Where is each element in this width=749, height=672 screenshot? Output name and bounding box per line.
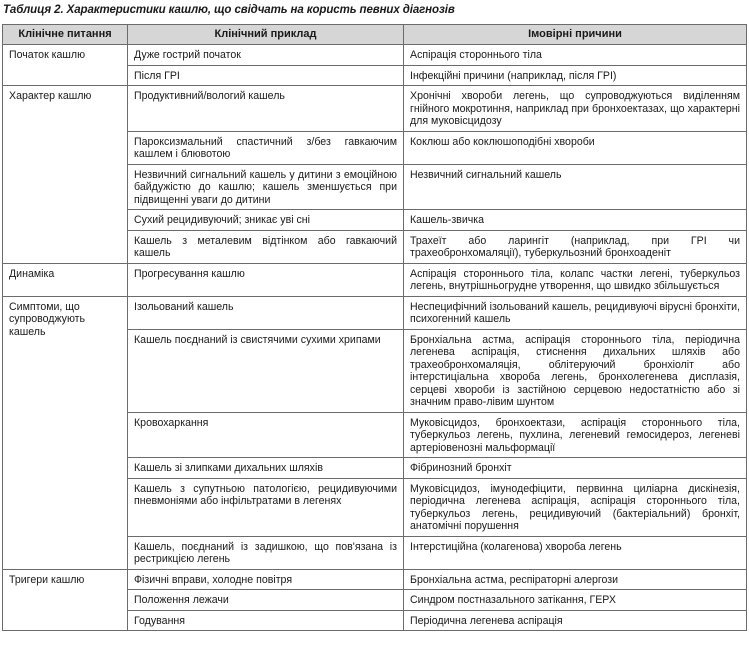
header-clinical-example: Клінічний приклад [128,25,404,45]
causes-cell: Коклюш або коклюшоподібні хвороби [404,131,747,164]
table-row [3,86,747,132]
example-cell: Після ГРІ [128,65,404,86]
category-cell: Характер кашлю [3,86,128,264]
example-cell: Дуже гострий початок [128,45,404,66]
example-cell: Фізичні вправи, холодне повітря [128,569,404,590]
category-cell: Динаміка [3,263,128,296]
example-cell: Кашель зі злипками дихальних шляхів [128,458,404,479]
category-cell: Тригери кашлю [3,569,128,631]
example-cell: Продуктивний/вологий кашель [128,86,404,132]
header-clinical-question: Клінічне питання [3,25,128,45]
causes-cell: Кашель-звичка [404,210,747,231]
example-cell: Кашель, поєднаний із задишкою, що пов'язана із рестрикцією легень [128,536,404,569]
example-cell: Пароксизмальний спастичний з/без гавкаючим кашлем і блювотою [128,131,404,164]
causes-cell: Інтерстиційна (колагенова) хвороба легень [404,536,747,569]
causes-cell: Фібринозний бронхіт [404,458,747,479]
causes-cell: Інфекційні причини (наприклад, після ГРІ) [404,65,747,86]
table-caption: Таблиця 2. Характеристики кашлю, що свідчать на користь певних діагнозів [3,4,455,16]
causes-cell: Неспецифічний ізольований кашель, рецидивуючі вірусні бронхіти, психогенний кашель [404,296,747,329]
header-row [3,25,747,45]
example-cell: Кровохаркання [128,412,404,458]
causes-cell: Періодична легенева аспірація [404,610,747,631]
table-body [3,45,747,631]
example-cell: Кашель з металевим відтінком або гавкаючий кашель [128,230,404,263]
causes-cell: Бронхіальна астма, аспірація стороннього тіла, періодична легенева аспірація, стиснення дихальних шляхів або трахеобронхомаляція, облітеруючий бронхіоліт або інтерстиціальна хвороба легень, бронхолегенева дисплазія, серцеві хвороби із застійною серцевою недостатністю або зі значним право-лівим шунтом [404,329,747,412]
causes-cell: Трахеїт або ларингіт (наприклад, при ГРІ чи трахеобронхомаляції), туберкульозний бронхоаденіт [404,230,747,263]
example-cell: Кашель поєднаний із свистячими сухими хрипами [128,329,404,412]
table-row [3,569,747,590]
causes-cell: Муковісцидоз, імунодефіцити, первинна циліарна дискінезія, періодична легенева аспірація, аспірація стороннього тіла, туберкульоз легень, рецидивуючий (бактеріальний) бронхіт, анатомічні порушення [404,478,747,536]
causes-cell: Синдром постназального затікання, ГЕРХ [404,590,747,611]
table-row [3,263,747,296]
table-row [3,45,747,66]
causes-cell: Муковісцидоз, бронхоектази, аспірація стороннього тіла, туберкульоз легень, пухлина, легеневий гемосидероз, легеневі артеріовенозні мальформації [404,412,747,458]
cough-characteristics-table [2,24,747,631]
causes-cell: Бронхіальна астма, респіраторні алергози [404,569,747,590]
header-probable-causes: Імовірні причини [404,25,747,45]
causes-cell: Аспірація стороннього тіла [404,45,747,66]
category-cell: Симптоми, що супроводжують кашель [3,296,128,569]
example-cell: Сухий рецидивуючий; зникає уві сні [128,210,404,231]
causes-cell: Аспірація стороннього тіла, колапс частки легені, туберкульоз легень, внутрішньогрудне утворення, що швидко збільшується [404,263,747,296]
table-row [3,296,747,329]
causes-cell: Хронічні хвороби легень, що супроводжуються виділенням гнійного мокротиння, наприклад при бронхоектазах, що характерні для муковісцидозу [404,86,747,132]
example-cell: Годування [128,610,404,631]
example-cell: Ізольований кашель [128,296,404,329]
example-cell: Кашель з супутньою патологією, рецидивуючими пневмоніями або інфільтратами в легенях [128,478,404,536]
example-cell: Положення лежачи [128,590,404,611]
causes-cell: Незвичний сигнальний кашель [404,164,747,210]
example-cell: Прогресування кашлю [128,263,404,296]
category-cell: Початок кашлю [3,45,128,86]
example-cell: Незвичний сигнальний кашель у дитини з емоційною байдужістю до кашлю; кашель зменшується при підвищенні уваги до дитини [128,164,404,210]
